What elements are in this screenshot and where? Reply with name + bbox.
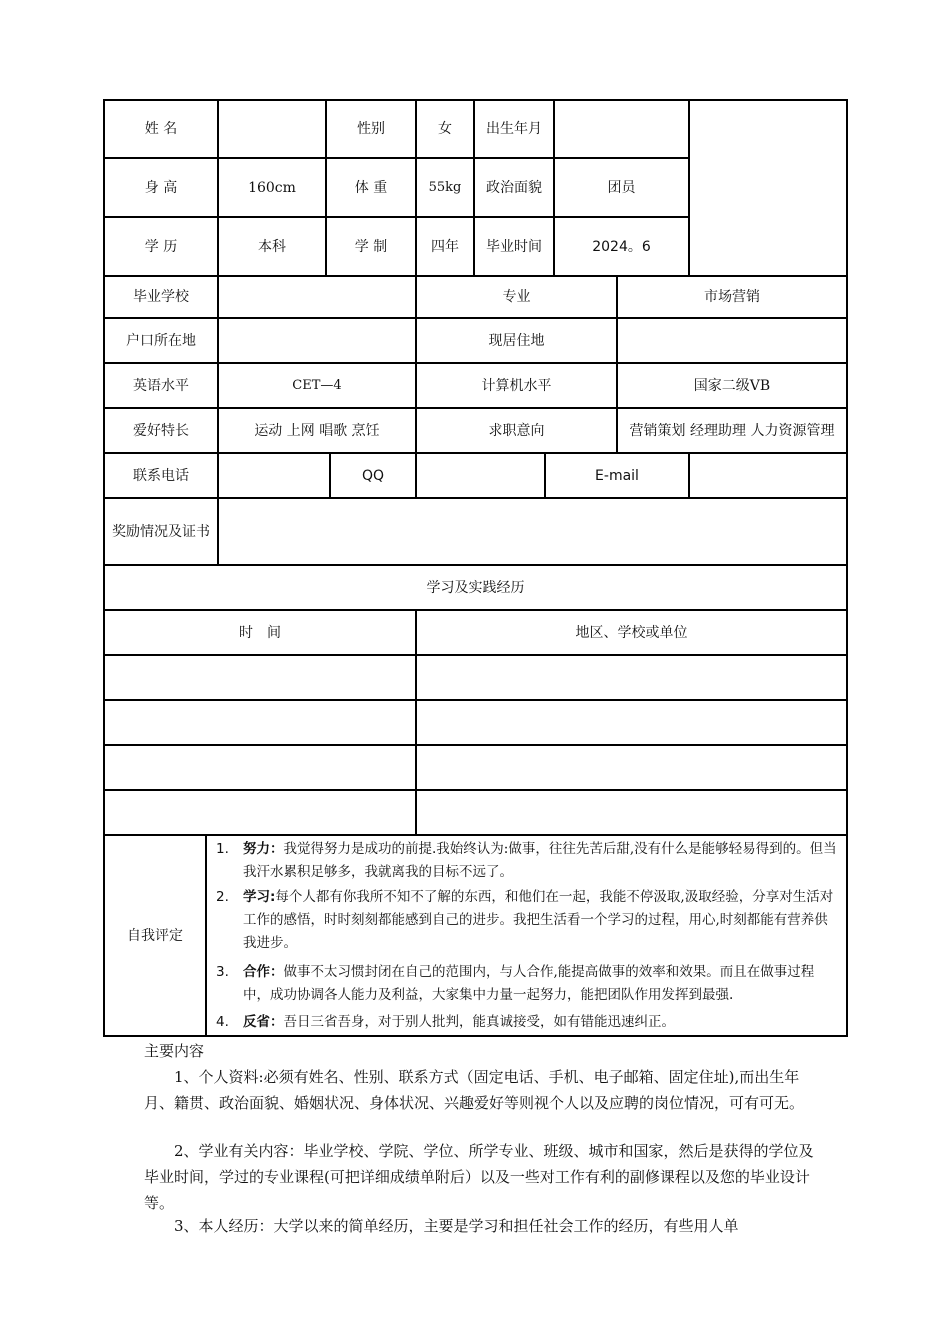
weight-label: 体 重 [354, 179, 388, 196]
major-label: 专业 [502, 289, 531, 305]
item-title: 努力： [243, 841, 284, 857]
awards-value[interactable] [219, 499, 846, 564]
time-header: 时 间 [239, 624, 281, 641]
intention-label: 求职意向 [488, 422, 545, 439]
item-number: 1. [216, 841, 229, 857]
self-eval-item [216, 838, 840, 884]
english-label: 英语水平 [133, 377, 189, 394]
content-paragraph: 3、本人经历：大学以来的简单经历，主要是学习和担任社会工作的经历，有些用人单 [174, 1217, 739, 1235]
duration-label: 学 制 [354, 238, 388, 255]
photo-area[interactable] [690, 101, 846, 275]
phone-value[interactable] [219, 454, 329, 497]
item-number: 4. [216, 1014, 229, 1030]
experience-time-cell[interactable] [105, 746, 415, 789]
residence-label: 现居住地 [488, 332, 545, 349]
self-eval-label: 自我评定 [127, 927, 183, 944]
birth-value[interactable] [555, 101, 688, 157]
item-text: 每个人都有你我所不知不了解的东西，和他们在一起，我能不停汲取,汲取经验，分享对生活对工作的感悟，时时刻刻都能感到自己的进步。我把生活看一个学习的过程，用心,时刻都能有营养供我进步。 [243, 889, 834, 951]
experience-place-cell[interactable] [417, 656, 846, 699]
item-title: 合作： [243, 964, 284, 980]
experience-place-cell[interactable] [417, 746, 846, 789]
experience-time-cell[interactable] [105, 656, 415, 699]
height-label: 身 高 [144, 179, 178, 196]
education-value: 本科 [258, 238, 286, 255]
content-paragraph: 2、学业有关内容：毕业学校、学院、学位、所学专业、班级、城市和国家，然后是获得的学位及毕业时间，学过的专业课程(可把详细成绩单附后）以及一些对工作有利的副修课程以及您的毕业设计等。 [144, 1142, 814, 1212]
name-label: 姓 名 [144, 121, 178, 137]
experience-time-cell[interactable] [105, 701, 415, 744]
school-label: 毕业学校 [133, 289, 189, 305]
place-header: 地区、学校或单位 [575, 624, 688, 641]
duration-value: 四年 [431, 238, 459, 255]
computer-value: 国家二级VB [693, 377, 771, 394]
political-label: 政治面貌 [486, 179, 542, 196]
item-title: 反省： [243, 1014, 284, 1030]
qq-label: QQ [361, 467, 385, 484]
item-number: 3. [216, 964, 229, 980]
self-eval-item [216, 886, 840, 955]
education-label: 学 历 [144, 238, 178, 255]
gender-value: 女 [438, 121, 452, 137]
qq-value[interactable] [417, 454, 544, 497]
experience-place-cell[interactable] [417, 701, 846, 744]
content-paragraph: 1、个人资料:必须有姓名、性别、联系方式（固定电话、手机、电子邮箱、固定住址),而出生年月、籍贯、政治面貌、婚姻状况、身体状况、兴趣爱好等则视个人以及应聘的岗位情况，可有可无。 [144, 1068, 805, 1112]
height-value: 160cm [248, 179, 296, 196]
graduation-label: 毕业时间 [486, 238, 542, 255]
item-title: 学习: [243, 889, 276, 905]
content-heading: 主要内容 [144, 1042, 205, 1060]
item-text: 做事不太习惯封闭在自己的范围内，与人合作,能提高做事的效率和效果。而且在做事过程中，成功协调各人能力及利益，大家集中力量一起努力，能把团队作用发挥到最强. [243, 964, 815, 1003]
hobby-value: 运动 上网 唱歌 烹饪 [254, 422, 380, 439]
name-value[interactable] [219, 101, 325, 157]
hukou-label: 户口所在地 [126, 332, 196, 349]
item-text: 吾日三省吾身，对于别人批判，能真诚接受，如有错能迅速纠正。 [283, 1014, 675, 1030]
awards-label: 奖励情况及证书 [112, 523, 210, 540]
school-value[interactable] [219, 277, 415, 317]
experience-time-cell[interactable] [105, 791, 415, 834]
item-text: 我觉得努力是成功的前提.我始终认为:做事，往往先苦后甜,没有什么是能够轻易得到的。但当我汗水累积足够多，我就离我的目标不远了。 [243, 841, 837, 880]
weight-value: 55kg [428, 179, 462, 195]
self-eval-item [216, 1011, 840, 1034]
political-value: 团员 [607, 179, 636, 196]
english-value: CET—4 [292, 377, 342, 393]
graduation-value: 2024。6 [592, 238, 651, 255]
item-number: 2. [216, 889, 229, 905]
intention-value: 营销策划 经理助理 人力资源管理 [629, 422, 835, 439]
experience-title: 学习及实践经历 [426, 579, 525, 596]
hukou-value[interactable] [219, 319, 415, 362]
computer-label: 计算机水平 [481, 377, 552, 394]
email-label: E-mail [595, 467, 639, 484]
residence-value[interactable] [618, 319, 846, 362]
hobby-label: 爱好特长 [133, 422, 189, 439]
gender-label: 性别 [357, 121, 385, 137]
major-value: 市场营销 [704, 289, 760, 305]
phone-label: 联系电话 [133, 467, 189, 484]
experience-place-cell[interactable] [417, 791, 846, 834]
birth-label: 出生年月 [486, 121, 542, 137]
email-value[interactable] [690, 454, 846, 497]
self-eval-item [216, 961, 840, 1007]
